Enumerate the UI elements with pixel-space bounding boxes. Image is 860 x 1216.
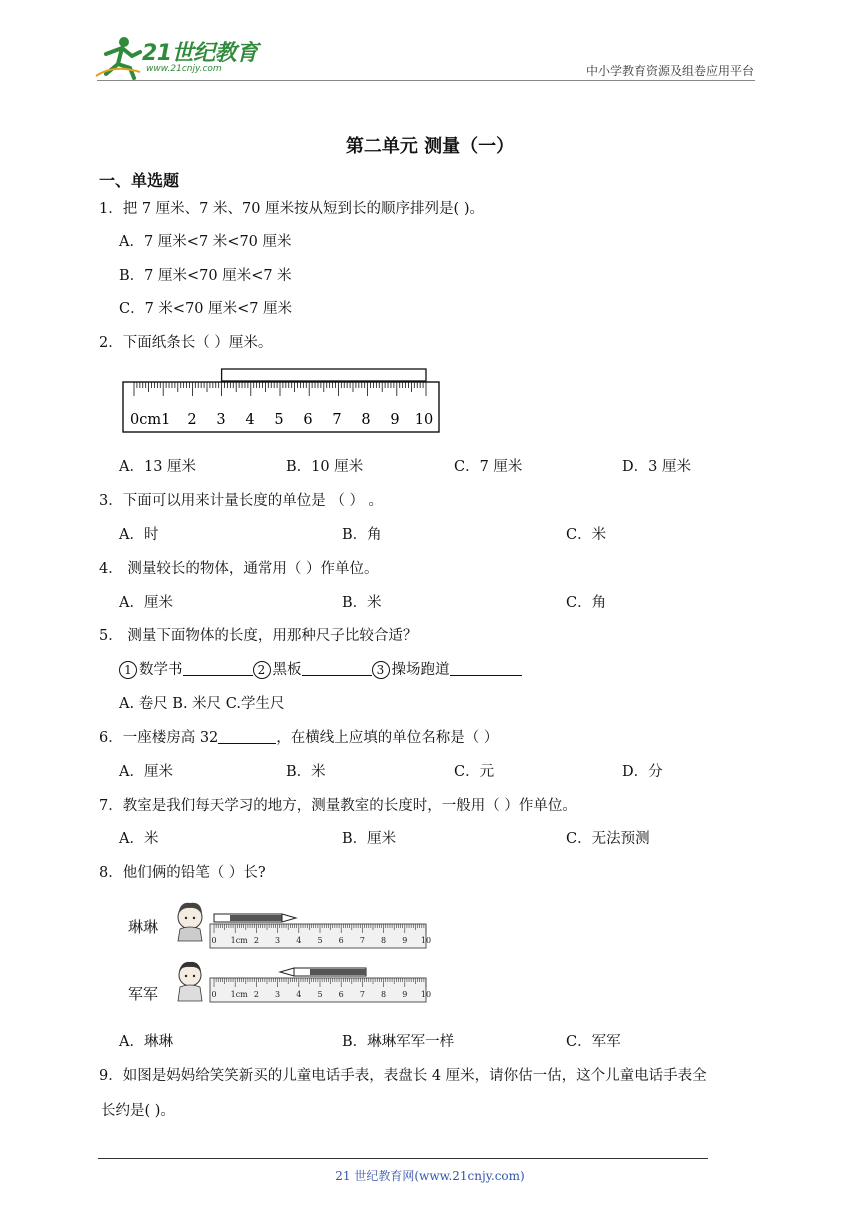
q6-option-b: B．米 — [286, 764, 326, 780]
pencil-icon — [214, 914, 296, 922]
ruler-label: 6 — [303, 412, 313, 428]
question-6 — [99, 726, 498, 747]
page-title: 第二单元 测量（一） — [345, 136, 515, 157]
circled-number-2: 2 — [253, 661, 271, 679]
q7-option-b: B．厘米 — [342, 831, 397, 847]
pencil-ruler-figure — [172, 895, 434, 1010]
paper-strip — [222, 369, 426, 381]
ruler-label: 2 — [187, 412, 197, 428]
question-7: 7．教室是我们每天学习的地方，测量教室的长度时，一般用（ ）作单位。 — [99, 798, 577, 814]
ruler-label: 8 — [361, 412, 371, 428]
ruler-label: 0 — [211, 936, 217, 945]
ruler-label: 3 — [275, 990, 281, 999]
ruler-upper — [210, 924, 431, 948]
q7-option-a: A．米 — [119, 831, 159, 847]
logo-url: www.21cnjy.com — [146, 64, 222, 74]
ruler-label: 0cm1 — [130, 412, 171, 428]
question-1: 1．把 7 厘米、7 米、70 厘米按从短到长的顺序排列是( )。 — [99, 201, 484, 217]
answer-blank[interactable] — [450, 661, 522, 676]
question-5: 5． 测量下面物体的长度，用那种尺子比较合适？ — [99, 628, 418, 644]
q5-item-3: 操场跑道 — [391, 662, 450, 678]
circled-number-3: 3 — [372, 661, 390, 679]
ruler-label: 3 — [275, 936, 281, 945]
ruler-label: 9 — [402, 990, 408, 999]
q6-text-pre: 6．一座楼房高 32 — [99, 730, 219, 746]
question-4: 4． 测量较长的物体，通常用（ ）作单位。 — [99, 561, 379, 577]
ruler-label: 6 — [338, 990, 344, 999]
question-3: 3．下面可以用来计量长度的单位是 （ ） 。 — [99, 493, 384, 509]
q2-option-c: C．7 厘米 — [454, 459, 523, 475]
ruler-label: 7 — [332, 412, 342, 428]
girl-icon — [178, 903, 202, 941]
ruler-label: 10 — [414, 412, 434, 428]
q2-option-d: D．3 厘米 — [622, 459, 691, 475]
label-junjun: 军军 — [128, 985, 159, 1003]
q6-option-a: A．厘米 — [119, 764, 173, 780]
runner-logo-icon — [94, 34, 142, 80]
ruler-label: 5 — [274, 412, 284, 428]
q5-item-1: 数学书 — [139, 662, 183, 678]
q8-option-b: B．琳琳军军一样 — [342, 1034, 455, 1050]
label-linlin: 琳琳 — [128, 918, 159, 936]
q8-option-a: A．琳琳 — [119, 1034, 173, 1050]
q6-option-c: C．元 — [454, 764, 495, 780]
ruler-label: 9 — [390, 412, 400, 428]
question-8: 8．他们俩的铅笔（ ）长? — [99, 865, 266, 881]
ruler-label: 10 — [420, 990, 432, 999]
circled-number-1: 1 — [119, 661, 137, 679]
q1-option-c: C．7 米<70 厘米<7 厘米 — [119, 301, 293, 317]
answer-blank[interactable] — [302, 661, 372, 676]
logo-text: 21世纪教育 — [142, 41, 258, 66]
q6-option-d: D．分 — [622, 764, 663, 780]
q5-item-2: 黑板 — [272, 662, 302, 678]
footer-divider — [98, 1158, 708, 1159]
q3-option-a: A．时 — [119, 527, 159, 543]
header-divider — [97, 80, 755, 81]
boy-icon — [178, 962, 202, 1001]
section-heading: 一、单选题 — [99, 171, 180, 190]
q4-option-c: C．角 — [566, 595, 607, 611]
pencil-icon — [280, 968, 366, 976]
ruler-figure-1 — [120, 366, 442, 436]
q7-option-c: C．无法预测 — [566, 831, 650, 847]
site-logo — [94, 34, 264, 80]
q8-option-c: C．军军 — [566, 1034, 621, 1050]
ruler-label: 0 — [211, 990, 217, 999]
ruler-label: 3 — [216, 412, 226, 428]
q1-option-a: A．7 厘米<7 米<70 厘米 — [119, 234, 292, 250]
ruler-lower — [210, 978, 431, 1002]
q1-option-b: B．7 厘米<70 厘米<7 米 — [119, 268, 292, 284]
q5-options: A. 卷尺 B. 米尺 C.学生尺 — [119, 696, 285, 712]
question-2: 2．下面纸条长（ ）厘米。 — [99, 335, 273, 351]
ruler-label: 10 — [420, 936, 432, 945]
answer-blank[interactable] — [218, 729, 276, 744]
ruler-label: 8 — [381, 936, 387, 945]
ruler-label: 9 — [402, 936, 408, 945]
ruler-label: 7 — [359, 990, 365, 999]
q6-text-post: ，在横线上应填的单位名称是（ ） — [276, 730, 499, 746]
ruler-label: 1cm — [230, 990, 248, 999]
ruler-label: 5 — [317, 990, 323, 999]
ruler-label: 4 — [296, 936, 302, 945]
ruler-label: 1cm — [230, 936, 248, 945]
q2-option-a: A．13 厘米 — [119, 459, 197, 475]
ruler-label: 8 — [381, 990, 387, 999]
q2-option-b: B．10 厘米 — [286, 459, 364, 475]
ruler-label: 4 — [245, 412, 255, 428]
ruler-label: 2 — [253, 990, 259, 999]
ruler-label: 6 — [338, 936, 344, 945]
q4-option-a: A．厘米 — [119, 595, 173, 611]
footer-source: 21 世纪教育网(www.21cnjy.com) — [335, 1169, 525, 1183]
platform-name: 中小学教育资源及组卷应用平台 — [585, 64, 754, 78]
question-9-line-1: 9．如图是妈妈给笑笑新买的儿童电话手表，表盘长 4 厘米，请你估一估，这个儿童电话手表全 — [99, 1068, 707, 1084]
q4-option-b: B．米 — [342, 595, 382, 611]
ruler-label: 2 — [253, 936, 259, 945]
q3-option-c: C．米 — [566, 527, 607, 543]
q3-option-b: B．角 — [342, 527, 382, 543]
ruler-label: 4 — [296, 990, 302, 999]
ruler-label: 5 — [317, 936, 323, 945]
q5-items — [119, 658, 522, 679]
answer-blank[interactable] — [183, 661, 253, 676]
ruler-label: 7 — [359, 936, 365, 945]
question-9-line-2: 长约是( )。 — [101, 1103, 175, 1119]
